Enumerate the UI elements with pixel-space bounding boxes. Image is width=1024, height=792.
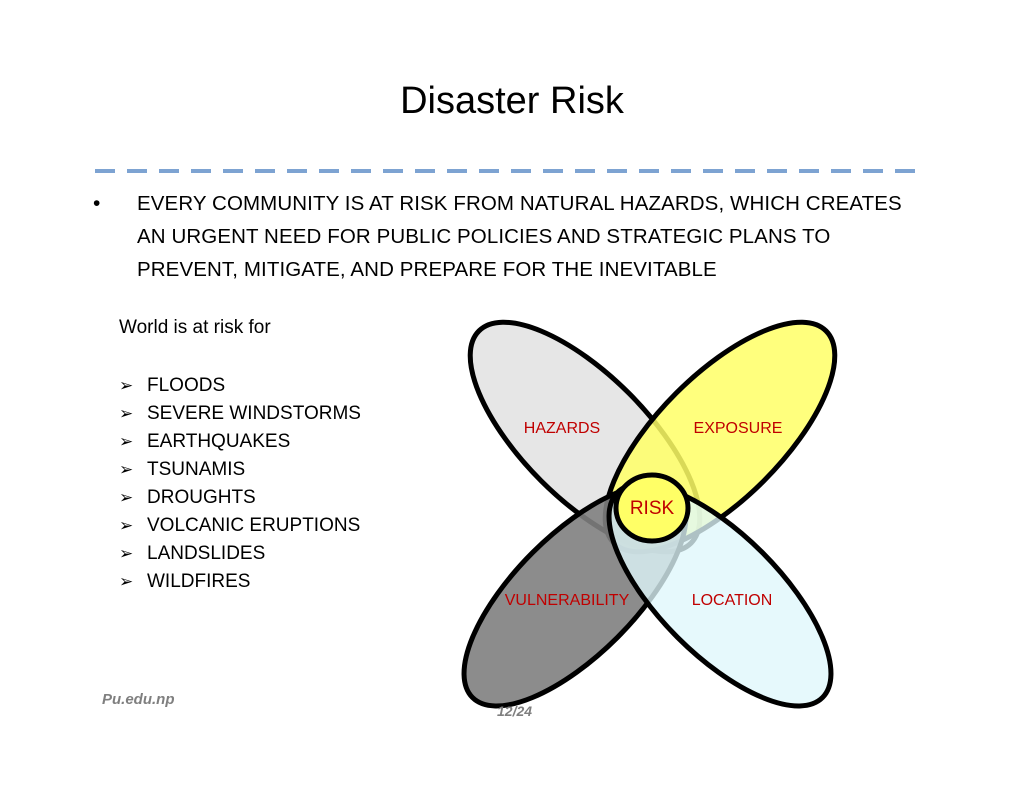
risk-list-label: EARTHQUAKES bbox=[147, 431, 291, 452]
arrow-bullet-icon: ➢ bbox=[119, 460, 134, 479]
arrow-bullet-icon: ➢ bbox=[119, 572, 134, 591]
risk-list-label: TSUNAMIS bbox=[147, 459, 246, 480]
bullet-marker: • bbox=[93, 192, 101, 215]
footer-source: Pu.edu.np bbox=[102, 691, 175, 708]
bullet-text: EVERY COMMUNITY IS AT RISK FROM NATURAL HAZARDS, WHICH CREATES AN URGENT NEED FOR PUBLIC POLICIES AND STRATEGIC PLANS TO PREVENT, MITIGATE, AND PREPARE FOR THE INEVITABLE bbox=[137, 192, 902, 281]
hazards-label: HAZARDS bbox=[523, 420, 601, 437]
slide-title: Disaster Risk bbox=[400, 80, 624, 122]
risk-list-label: LANDSLIDES bbox=[147, 543, 266, 564]
risk-list-label: VOLCANIC ERUPTIONS bbox=[147, 515, 361, 536]
arrow-bullet-icon: ➢ bbox=[119, 516, 134, 535]
arrow-bullet-icon: ➢ bbox=[119, 404, 134, 423]
risk-list-label: SEVERE WINDSTORMS bbox=[147, 403, 361, 424]
risk-list-label: WILDFIRES bbox=[147, 571, 251, 592]
arrow-bullet-icon: ➢ bbox=[119, 488, 134, 507]
page-number: 12/24 bbox=[497, 703, 533, 719]
location-label: LOCATION bbox=[691, 592, 773, 609]
arrow-bullet-icon: ➢ bbox=[119, 544, 134, 563]
risk-list-label: DROUGHTS bbox=[147, 487, 256, 508]
arrow-bullet-icon: ➢ bbox=[119, 432, 134, 451]
risk-list-label: FLOODS bbox=[147, 375, 226, 396]
risk-label: RISK bbox=[629, 498, 675, 519]
arrow-bullet-icon: ➢ bbox=[119, 376, 134, 395]
risk-intro: World is at risk for bbox=[119, 317, 271, 338]
vulnerability-label: VULNERABILITY bbox=[504, 592, 630, 609]
exposure-label: EXPOSURE bbox=[693, 420, 783, 437]
